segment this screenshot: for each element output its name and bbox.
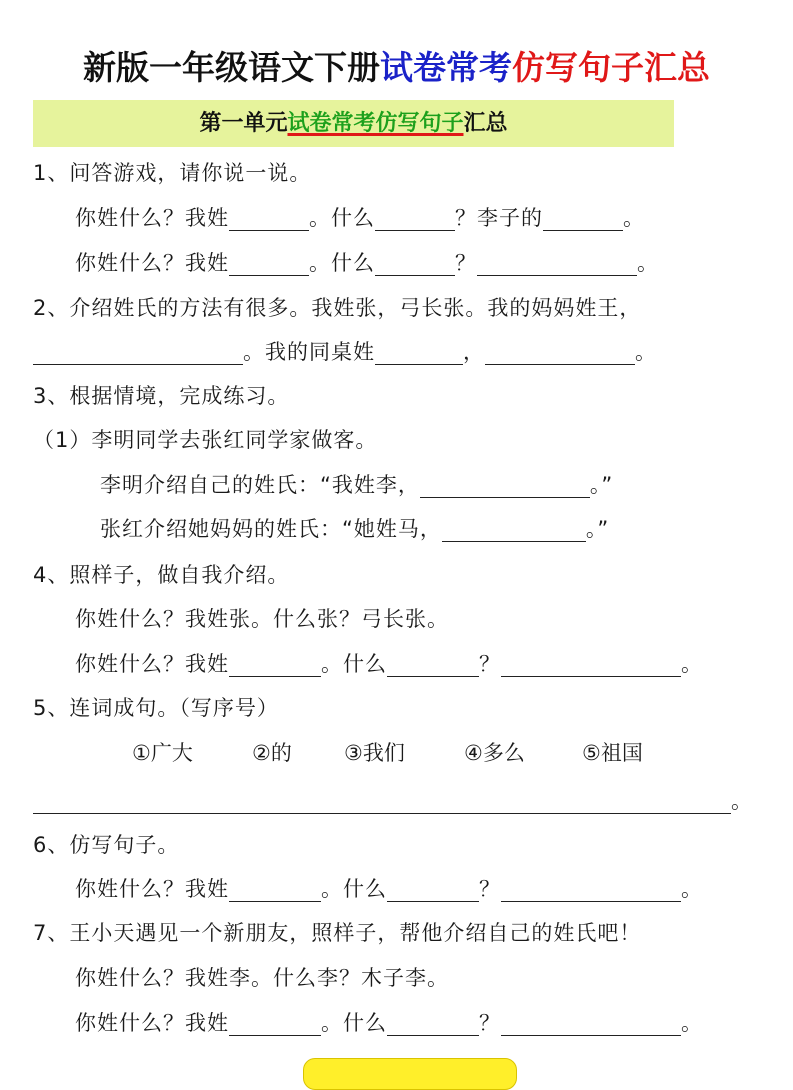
q3-sub: （1）李明同学去张红同学家做客。	[33, 428, 378, 452]
q2-line-2	[33, 337, 657, 367]
q2-l2-text-b: ，	[463, 340, 485, 364]
answer-blank[interactable]	[387, 649, 479, 677]
answer-blank[interactable]	[485, 337, 635, 365]
answer-blank[interactable]	[477, 248, 637, 276]
q3-l1-text-a: 李明介绍自己的姓氏：“我姓李，	[100, 473, 420, 497]
q7-example: 你姓什么？我姓李。什么李？木子李。	[75, 966, 449, 990]
q6-text-b: 。什么	[321, 877, 387, 901]
q4-heading: 4、照样子，做自我介绍。	[33, 563, 290, 587]
q6-heading: 6、仿写句子。	[33, 833, 180, 857]
answer-blank[interactable]	[33, 786, 731, 814]
q1-l1-text-c: ？李子的	[455, 206, 543, 230]
q5-end: 。	[731, 789, 753, 813]
q4-text-a: 你姓什么？我姓	[75, 652, 229, 676]
answer-blank[interactable]	[387, 874, 479, 902]
banner-part-1: 第一单元	[199, 110, 288, 136]
answer-blank[interactable]	[501, 1008, 681, 1036]
answer-blank[interactable]	[420, 470, 590, 498]
answer-blank[interactable]	[229, 874, 321, 902]
q4-text-d: 。	[681, 652, 703, 676]
q4-answer-line	[75, 649, 703, 679]
q5-option-1: ①广大	[132, 741, 193, 765]
answer-blank[interactable]	[33, 337, 243, 365]
answer-blank[interactable]	[229, 203, 309, 231]
answer-blank[interactable]	[543, 203, 623, 231]
q1-line-2	[75, 248, 659, 278]
q1-l1-text-b: 。什么	[309, 206, 375, 230]
section-banner	[33, 100, 674, 147]
q7-text-c: ？	[479, 1011, 501, 1035]
title-part-3: 仿写句子汇总	[512, 48, 710, 87]
answer-blank[interactable]	[375, 203, 455, 231]
q3-l2-text-a: 张红介绍她妈妈的姓氏：“她姓马，	[100, 517, 442, 541]
banner-part-2: 试卷常考仿写句子	[287, 110, 464, 136]
q1-l2-text-c: ？	[455, 251, 477, 275]
title-part-2: 试卷常考	[380, 48, 512, 87]
q7-heading: 7、王小天遇见一个新朋友，照样子，帮他介绍自己的姓氏吧！	[33, 921, 642, 945]
q1-heading: 1、问答游戏，请你说一说。	[33, 161, 312, 185]
q4-text-c: ？	[479, 652, 501, 676]
title-part-1: 新版一年级语文下册	[83, 48, 380, 87]
answer-blank[interactable]	[229, 248, 309, 276]
q3-line-1	[100, 470, 613, 500]
answer-blank[interactable]	[375, 337, 463, 365]
q5-option-4: ④多么	[464, 741, 525, 765]
answer-blank[interactable]	[387, 1008, 479, 1036]
answer-blank[interactable]	[229, 649, 321, 677]
answer-blank[interactable]	[442, 514, 586, 542]
q3-line-2	[100, 514, 609, 544]
q1-l2-text-d: 。	[637, 251, 659, 275]
q3-l1-text-b: 。”	[589, 473, 614, 497]
q6-answer-line	[75, 874, 703, 904]
q3-heading: 3、根据情境，完成练习。	[33, 384, 290, 408]
q1-l1-text-d: 。	[623, 206, 645, 230]
q1-l2-text-a: 你姓什么？我姓	[75, 251, 229, 275]
answer-blank[interactable]	[375, 248, 455, 276]
q6-text-c: ？	[479, 877, 501, 901]
q6-text-a: 你姓什么？我姓	[75, 877, 229, 901]
q7-answer-line	[75, 1008, 703, 1038]
banner-part-3: 汇总	[463, 110, 508, 136]
q1-line-1	[75, 203, 645, 233]
q4-example: 你姓什么？我姓张。什么张？弓长张。	[75, 607, 449, 631]
q2-l2-text-c: 。	[635, 340, 657, 364]
answer-blank[interactable]	[501, 874, 681, 902]
q7-text-d: 。	[681, 1011, 703, 1035]
q6-text-d: 。	[681, 877, 703, 901]
q4-text-b: 。什么	[321, 652, 387, 676]
q2-l2-text-a: 。我的同桌姓	[243, 340, 375, 364]
q5-answer-line	[33, 786, 753, 816]
next-section-tab	[303, 1058, 517, 1090]
q1-l2-text-b: 。什么	[309, 251, 375, 275]
q5-option-5: ⑤祖国	[582, 741, 643, 765]
q3-l2-text-b: 。”	[585, 517, 610, 541]
answer-blank[interactable]	[501, 649, 681, 677]
q7-text-a: 你姓什么？我姓	[75, 1011, 229, 1035]
answer-blank[interactable]	[229, 1008, 321, 1036]
q2-text: 2、介绍姓氏的方法有很多。我姓张，弓长张。我的妈妈姓王，	[33, 296, 642, 320]
page-title	[0, 44, 793, 92]
q5-heading: 5、连词成句。（写序号）	[33, 696, 279, 720]
q1-l1-text-a: 你姓什么？我姓	[75, 206, 229, 230]
q7-text-b: 。什么	[321, 1011, 387, 1035]
q5-option-3: ③我们	[344, 741, 405, 765]
q5-option-2: ②的	[252, 741, 292, 765]
